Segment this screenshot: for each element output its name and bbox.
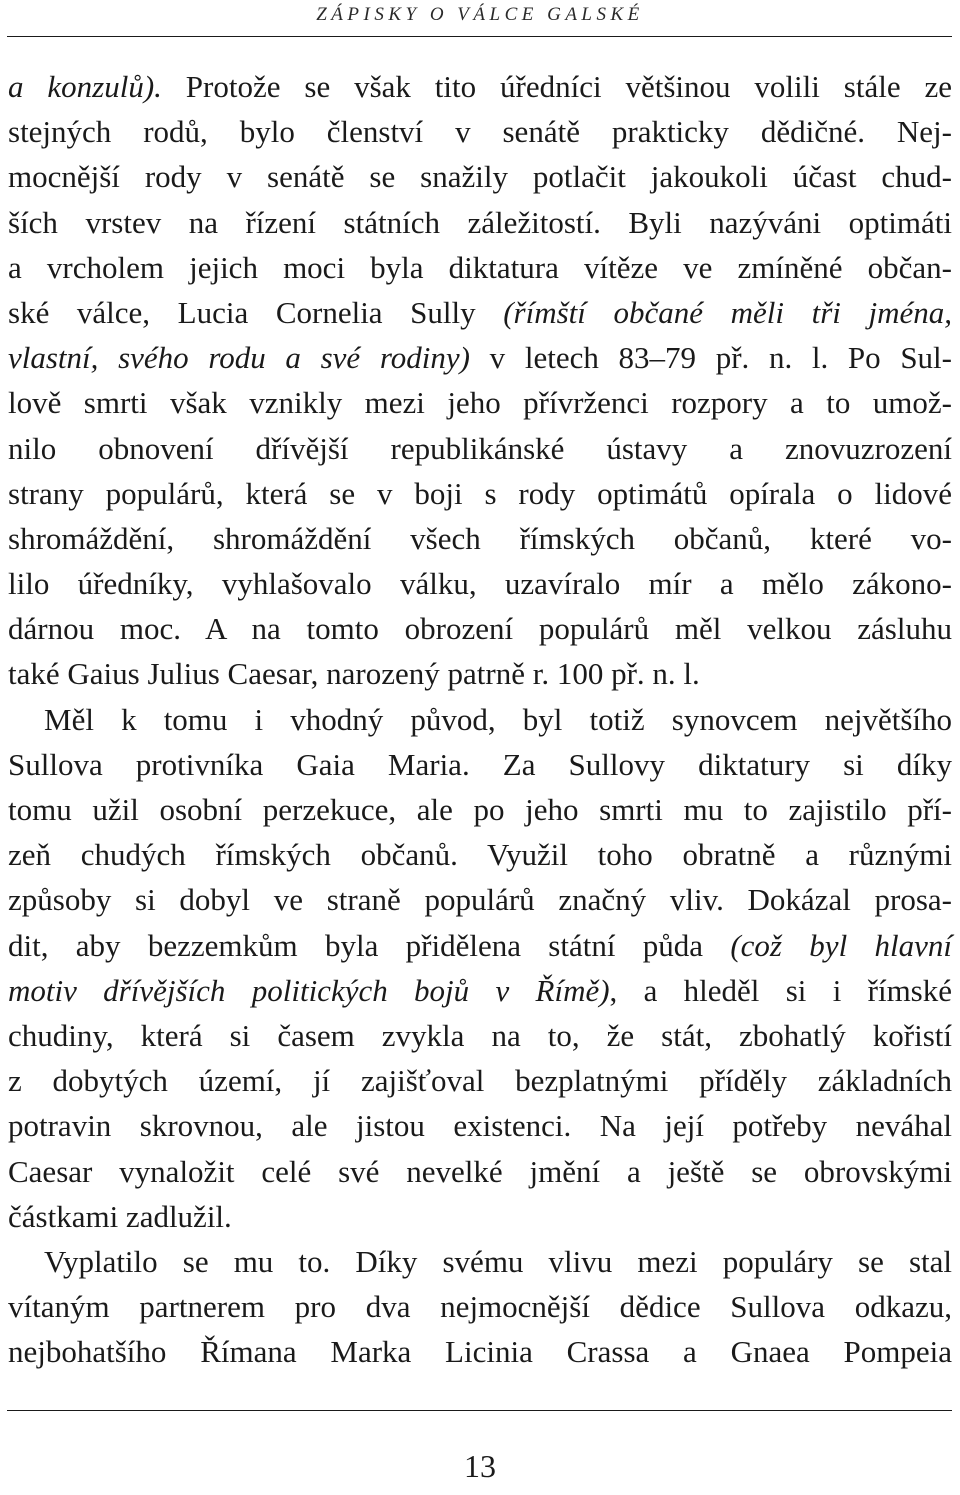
- text-line: [8, 154, 952, 199]
- text-segment: z dobytých území, jí zajišťoval bezplatnými příděly základních: [8, 1063, 952, 1099]
- text-segment: ské válce, Lucia Cornelia Sully: [8, 294, 504, 330]
- text-segment: zeň chudých římských občanů. Využil toho obratně a různými: [8, 837, 952, 873]
- running-header: ZÁPISKY O VÁLCE GALSKÉ: [316, 4, 644, 25]
- italic-text: (což byl hlavní: [730, 927, 952, 963]
- text-line: [8, 380, 952, 425]
- header-rule: [7, 36, 952, 37]
- text-segment: chudiny, která si časem zvykla na to, že stát, zbohatlý kořistí: [8, 1017, 952, 1053]
- text-segment: dit, aby bezzemkům byla přidělena státní půda: [8, 927, 731, 963]
- text-line: [8, 64, 952, 109]
- body-text: [8, 64, 952, 1374]
- text-line: [8, 245, 952, 290]
- text-segment: potravin skrovnou, ale jistou existenci. Na její potřeby neváhal: [8, 1108, 952, 1144]
- italic-text: vlastní, svého rodu a své rodiny): [8, 340, 470, 376]
- text-segment: způsoby si dobyl ve straně populárů značný vliv. Dokázal prosa-: [8, 882, 952, 918]
- text-segment: nilo obnovení dřívější republikánské ústavy a znovuzrození: [8, 430, 952, 466]
- text-line: [8, 923, 952, 968]
- text-segment: a vrcholem jejich moci byla diktatura vítěze ve zmíněné občan-: [8, 249, 952, 285]
- text-segment: Vyplatilo se mu to. Díky svému vlivu mezi populáry se stal: [44, 1243, 952, 1279]
- paragraph: [8, 697, 952, 1239]
- paragraph: [8, 64, 952, 697]
- italic-text: a konzulů).: [8, 69, 162, 104]
- italic-text: motiv dřívějších politických bojů v Římě): [8, 972, 610, 1008]
- text-segment: dárnou moc. A na tomto obrození populárů měl velkou zásluhu: [8, 611, 952, 647]
- text-line: [8, 1103, 952, 1148]
- text-line: [8, 290, 952, 335]
- text-line: [8, 742, 952, 787]
- text-line: [8, 697, 952, 742]
- text-line: [8, 606, 952, 651]
- text-line: [8, 1284, 952, 1329]
- text-segment: v letech 83–79 př. n. l. Po Sul-: [469, 340, 952, 376]
- text-segment: tomu užil osobní perzekuce, ale po jeho smrti mu to zajistilo pří-: [8, 792, 952, 827]
- text-segment: nejbohatšího Římana Marka Licinia Crassa a Gnaea Pompeia: [8, 1334, 952, 1370]
- text-line: [8, 1194, 952, 1239]
- text-line: [8, 471, 952, 516]
- footer-rule: [7, 1410, 952, 1411]
- text-segment: Protože se však tito úředníci většinou volili stále ze: [161, 69, 952, 104]
- text-line: [8, 1013, 952, 1058]
- text-line: [8, 968, 952, 1013]
- text-line: [8, 877, 952, 922]
- text-segment: částkami zadlužil.: [8, 1198, 232, 1234]
- text-segment: stejných rodů, bylo členství v senátě prakticky dědičné. Nej-: [8, 114, 952, 150]
- text-segment: lilo úředníky, vyhlašovalo válku, uzavíralo mír a mělo zákono-: [8, 566, 952, 602]
- text-line: [8, 426, 952, 471]
- text-segment: Měl k tomu i vhodný původ, byl totiž synovcem největšího: [44, 701, 952, 737]
- text-segment: ších vrstev na řízení státních záležitostí. Byli nazýváni optimáti: [8, 204, 952, 240]
- text-segment: , a hleděl si i římské: [609, 972, 953, 1008]
- text-line: [8, 561, 952, 606]
- text-line: [8, 787, 952, 832]
- text-line: [8, 200, 952, 245]
- text-segment: mocnější rody v senátě se snažily potlačit jakoukoli účast chud-: [8, 159, 952, 195]
- text-line: [8, 516, 952, 561]
- text-segment: také Gaius Julius Caesar, narozený patrně r. 100 př. n. l.: [8, 656, 700, 692]
- paragraph: [8, 1239, 952, 1375]
- text-line: [8, 1058, 952, 1103]
- text-line: [8, 1329, 952, 1374]
- italic-text: (římští občané měli tři jména,: [503, 294, 952, 330]
- text-line: [8, 1239, 952, 1284]
- text-line: [8, 109, 952, 154]
- text-line: [8, 832, 952, 877]
- text-line: [8, 651, 952, 696]
- text-segment: strany populárů, která se v boji s rody optimátů opírala o lidové: [8, 475, 952, 511]
- text-line: [8, 1149, 952, 1194]
- text-segment: Sullova protivníka Gaia Maria. Za Sullovy diktatury si díky: [8, 746, 952, 782]
- page-number: 13: [464, 1448, 496, 1484]
- text-segment: shromáždění, shromáždění všech římských občanů, které vo-: [8, 520, 952, 556]
- text-segment: lově smrti však vznikly mezi jeho přívrženci rozpory a to umož-: [8, 385, 952, 421]
- text-line: [8, 335, 952, 380]
- text-segment: vítaným partnerem pro dva nejmocnější dědice Sullova odkazu,: [8, 1289, 952, 1325]
- text-segment: Caesar vynaložit celé své nevelké jmění a ještě se obrovskými: [8, 1153, 952, 1189]
